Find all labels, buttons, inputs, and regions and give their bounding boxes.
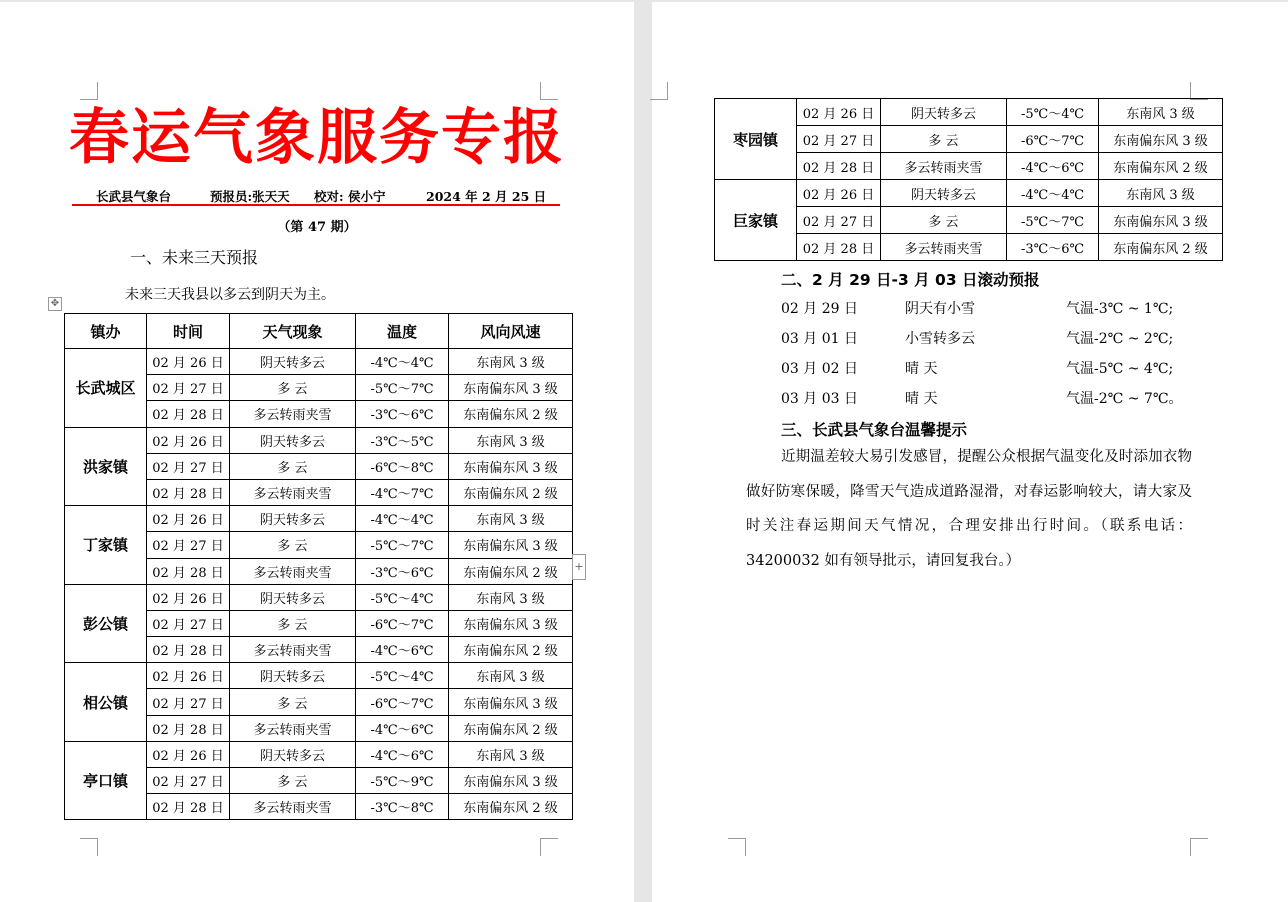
weather-cell: 多云转雨夹雪 [230,558,356,584]
date-cell: 02 月 26 日 [147,584,230,610]
wind-cell: 东南偏东风 2 级 [449,637,573,663]
temp-cell: -4℃～4℃ [356,349,449,375]
crop-mark [540,838,558,856]
date-cell: 02 月 28 日 [147,794,230,820]
issue-date: 2024 年 2 月 25 日 [426,189,547,204]
red-divider [72,204,560,206]
weather-cell: 多云转雨夹雪 [881,153,1007,180]
rolling-weather: 晴 天 [905,391,938,407]
header-date: 时间 [147,314,230,349]
weather-cell: 多 云 [230,610,356,636]
temp-cell: -3℃～6℃ [1007,234,1099,261]
wind-cell: 东南偏东风 3 级 [449,610,573,636]
temp-cell: -3℃～6℃ [356,401,449,427]
header-town: 镇办 [65,314,147,349]
issue-number: （第 47 期） [277,220,357,235]
town-name-cell: 枣园镇 [715,99,797,180]
table-add-row-icon[interactable]: + [572,554,586,580]
date-cell: 02 月 27 日 [147,610,230,636]
section1-heading: 一、未来三天预报 [130,248,259,267]
table-row [65,663,573,689]
temp-cell: -5℃～9℃ [356,768,449,794]
rolling-temp: 气温-2℃ ~ 2℃; [1066,331,1174,347]
wind-cell: 东南风 3 级 [1099,180,1223,207]
issuing-org: 长武县气象台 [96,189,172,204]
table-row [715,99,1223,126]
temp-cell: -5℃～7℃ [356,532,449,558]
town-name-cell: 长武城区 [65,349,147,428]
header-wind: 风向风速 [449,314,573,349]
rolling-weather: 小雪转多云 [905,331,975,347]
wind-cell: 东南偏东风 2 级 [1099,153,1223,180]
weather-cell: 多 云 [881,126,1007,153]
temp-cell: -4℃～4℃ [356,506,449,532]
date-cell: 02 月 26 日 [147,741,230,767]
date-cell: 02 月 26 日 [797,99,881,126]
date-cell: 02 月 26 日 [147,427,230,453]
weather-cell: 阴天转多云 [230,584,356,610]
date-cell: 02 月 26 日 [147,663,230,689]
section1-intro: 未来三天我县以多云到阴天为主。 [125,287,335,303]
temp-cell: -3℃～8℃ [356,794,449,820]
table-row [65,584,573,610]
table-row [65,506,573,532]
table-row [65,741,573,767]
weather-cell: 多 云 [881,207,1007,234]
wind-cell: 东南偏东风 2 级 [1099,234,1223,261]
weather-cell: 阴天转多云 [881,99,1007,126]
wind-cell: 东南偏东风 3 级 [1099,126,1223,153]
date-cell: 02 月 28 日 [147,479,230,505]
weather-cell: 阴天转多云 [230,506,356,532]
temp-cell: -3℃～6℃ [356,558,449,584]
weather-cell: 多云转雨夹雪 [230,637,356,663]
rolling-temp: 气温-2℃ ~ 7℃。 [1066,391,1183,407]
rolling-temp: 气温-3℃ ~ 1℃; [1066,301,1174,317]
date-cell: 02 月 27 日 [797,126,881,153]
rolling-temp: 气温-5℃ ~ 4℃; [1066,361,1174,377]
proofreader: 校对: 侯小宁 [314,189,386,204]
rolling-weather: 晴 天 [905,361,938,377]
rolling-weather: 阴天有小雪 [905,301,975,317]
weather-cell: 多云转雨夹雪 [881,234,1007,261]
temp-cell: -4℃～7℃ [356,479,449,505]
temp-cell: -3℃～5℃ [356,427,449,453]
weather-cell: 阴天转多云 [881,180,1007,207]
date-cell: 02 月 28 日 [147,637,230,663]
forecaster: 预报员:张天天 [210,189,290,204]
weather-cell: 多云转雨夹雪 [230,479,356,505]
date-cell: 02 月 26 日 [147,349,230,375]
rolling-date: 03 月 03 日 [781,391,858,407]
weather-cell: 多云转雨夹雪 [230,715,356,741]
date-cell: 02 月 28 日 [147,715,230,741]
date-cell: 02 月 28 日 [147,401,230,427]
temp-cell: -5℃～4℃ [1007,99,1099,126]
wind-cell: 东南风 3 级 [449,349,573,375]
date-cell: 02 月 27 日 [147,768,230,794]
rolling-forecast-row [781,298,1201,320]
wind-cell: 东南偏东风 2 级 [449,401,573,427]
temp-cell: -6℃～7℃ [1007,126,1099,153]
date-cell: 02 月 28 日 [147,558,230,584]
weather-cell: 阴天转多云 [230,427,356,453]
temp-cell: -4℃～6℃ [356,741,449,767]
weather-cell: 阴天转多云 [230,349,356,375]
wind-cell: 东南偏东风 3 级 [1099,207,1223,234]
town-name-cell: 相公镇 [65,663,147,742]
wind-cell: 东南偏东风 2 级 [449,794,573,820]
date-cell: 02 月 26 日 [797,180,881,207]
crop-mark [1190,838,1208,856]
wind-cell: 东南风 3 级 [449,741,573,767]
weather-cell: 多 云 [230,689,356,715]
date-cell: 02 月 27 日 [147,453,230,479]
header-temp: 温度 [356,314,449,349]
section2-heading: 二、2 月 29 日-3 月 03 日滚动预报 [781,271,1040,289]
wind-cell: 东南偏东风 3 级 [449,453,573,479]
date-cell: 02 月 27 日 [797,207,881,234]
town-name-cell: 洪家镇 [65,427,147,506]
crop-mark [80,838,98,856]
rolling-date: 02 月 29 日 [781,301,858,317]
town-name-cell: 彭公镇 [65,584,147,663]
rolling-forecast-row [781,328,1201,350]
temp-cell: -4℃～6℃ [356,637,449,663]
wind-cell: 东南偏东风 2 级 [449,715,573,741]
temp-cell: -4℃～6℃ [356,715,449,741]
rolling-forecast-row [781,388,1201,410]
section3-tips-text: 近期温差较大易引发感冒，提醒公众根据气温变化及时添加衣物做好防寒保暖，降雪天气造成道路湿滑，对春运影响较大，请大家及时关注春运期间天气情况，合理安排出行时间。（联系电话：34200032 如有领导批示，请回复我台。） [746,449,1192,569]
wind-cell: 东南偏东风 2 级 [449,558,573,584]
rolling-forecast-row [781,358,1201,380]
town-name-cell: 巨家镇 [715,180,797,261]
wind-cell: 东南偏东风 3 级 [449,375,573,401]
forecast-table-continued [714,98,1223,261]
weather-cell: 多云转雨夹雪 [230,794,356,820]
temp-cell: -5℃～4℃ [356,584,449,610]
temp-cell: -5℃～7℃ [356,375,449,401]
date-cell: 02 月 27 日 [147,689,230,715]
date-cell: 02 月 27 日 [147,375,230,401]
date-cell: 02 月 26 日 [147,506,230,532]
weather-cell: 多 云 [230,375,356,401]
weather-cell: 多云转雨夹雪 [230,401,356,427]
temp-cell: -5℃～4℃ [356,663,449,689]
crop-mark [650,82,668,100]
date-cell: 02 月 28 日 [797,234,881,261]
wind-cell: 东南偏东风 3 级 [449,689,573,715]
wind-cell: 东南偏东风 3 级 [449,532,573,558]
wind-cell: 东南偏东风 2 级 [449,479,573,505]
document-page-1 [0,2,634,902]
temp-cell: -6℃～7℃ [356,610,449,636]
report-title: 春运气象服务专报 [69,103,565,173]
wind-cell: 东南偏东风 3 级 [449,768,573,794]
town-name-cell: 丁家镇 [65,506,147,585]
temp-cell: -5℃～7℃ [1007,207,1099,234]
temp-cell: -4℃～4℃ [1007,180,1099,207]
wind-cell: 东南风 3 级 [449,663,573,689]
crop-mark [728,838,746,856]
weather-cell: 多 云 [230,532,356,558]
temp-cell: -4℃～6℃ [1007,153,1099,180]
date-cell: 02 月 27 日 [147,532,230,558]
table-row [715,180,1223,207]
rolling-date: 03 月 01 日 [781,331,858,347]
table-header-row [65,314,573,349]
table-row [65,349,573,375]
weather-cell: 阴天转多云 [230,741,356,767]
header-weather: 天气现象 [230,314,356,349]
town-name-cell: 亭口镇 [65,741,147,820]
wind-cell: 东南风 3 级 [449,506,573,532]
wind-cell: 东南风 3 级 [449,584,573,610]
temp-cell: -6℃～7℃ [356,689,449,715]
section3-heading: 三、长武县气象台温馨提示 [781,421,968,439]
table-move-icon[interactable]: ✥ [48,297,62,311]
wind-cell: 东南风 3 级 [1099,99,1223,126]
table-row [65,427,573,453]
wind-cell: 东南风 3 级 [449,427,573,453]
rolling-date: 03 月 02 日 [781,361,858,377]
weather-cell: 多 云 [230,453,356,479]
weather-cell: 阴天转多云 [230,663,356,689]
forecast-table [64,313,573,820]
date-cell: 02 月 28 日 [797,153,881,180]
temp-cell: -6℃～8℃ [356,453,449,479]
weather-cell: 多 云 [230,768,356,794]
